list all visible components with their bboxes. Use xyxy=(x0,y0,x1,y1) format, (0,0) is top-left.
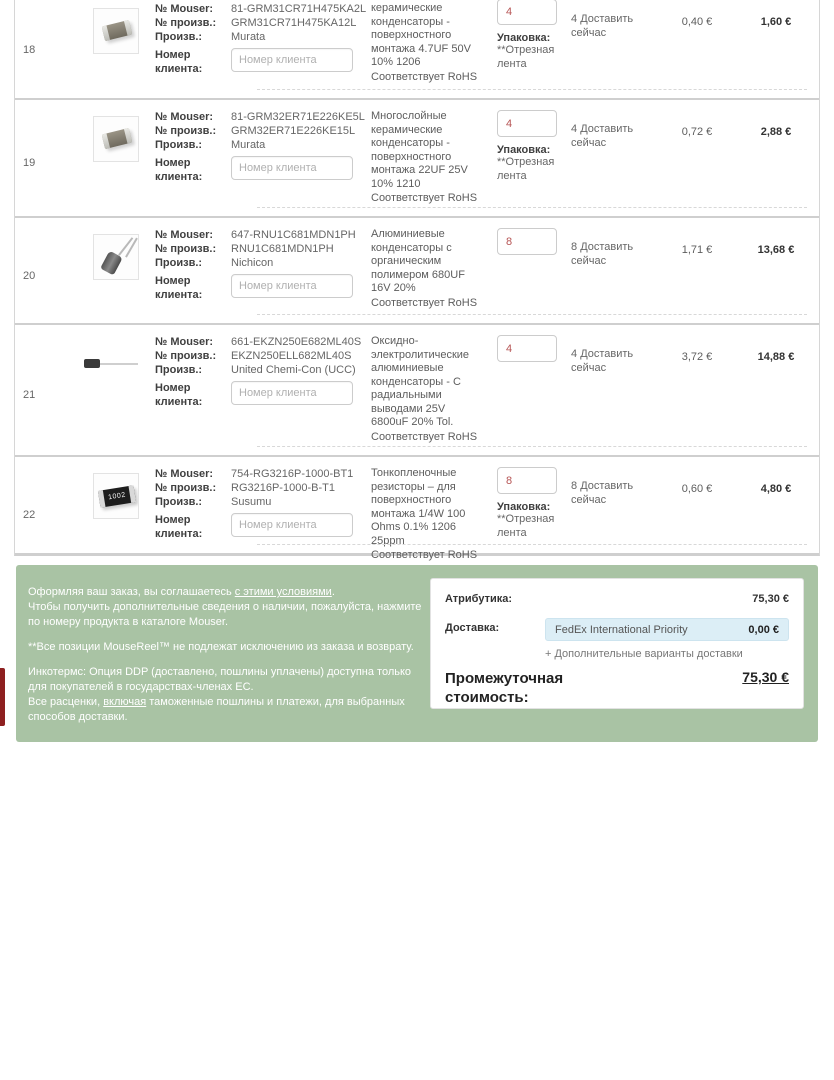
product-photo xyxy=(93,116,139,162)
mouser-part-number: 81-GRM31CR71H475KA2L xyxy=(231,3,367,15)
packaging-label: Упаковка: xyxy=(497,32,551,44)
mfr-part-number: EKZN250ELL682ML40S xyxy=(231,350,352,362)
mfr-part-number: GRM32ER71E226KE15L xyxy=(231,125,356,137)
axial-capacitor-photo xyxy=(84,359,100,368)
terms-conditions-link[interactable]: с этими условиями xyxy=(234,586,332,598)
mouser-no-label: № Mouser: xyxy=(155,229,214,241)
client-no-label: Номер клиента: xyxy=(155,514,203,540)
product-description: Алюминиевые конденсаторы с органическим полимером 680UF 16V 20% Соответствует RoHS xyxy=(371,228,493,323)
manufacturer-name: United Chemi-Con (UCC) xyxy=(231,364,356,376)
unit-price: 0,60 € xyxy=(681,483,713,495)
quantity-input[interactable] xyxy=(497,228,557,255)
terms-text xyxy=(28,585,428,725)
cart-table xyxy=(14,0,820,561)
availability: 4 Доставить сейчас xyxy=(571,348,634,374)
mfr-label: Произв.: xyxy=(155,364,203,376)
manufacturer-name: Susumu xyxy=(231,496,272,508)
row-number: 19 xyxy=(23,157,36,169)
packaging-value: **Отрезная лента xyxy=(497,44,555,70)
cart-row xyxy=(15,0,819,100)
client-no-label: Номер клиента: xyxy=(155,275,203,301)
client-no-label: Номер клиента: xyxy=(155,157,203,183)
mfr-label: Произв.: xyxy=(155,139,203,151)
product-description: Тонкопленочные резисторы – для поверхностного монтажа 1/4W 100 Ohms 0.1% 1206 25ppm Соответствует RoHS xyxy=(371,467,493,563)
row-number: 22 xyxy=(23,508,36,521)
unit-price: 0,40 € xyxy=(681,16,713,28)
packaging-value: **Отрезная лента xyxy=(497,156,555,182)
unit-price: 0,72 € xyxy=(681,126,713,138)
shipping-price: 0,00 € xyxy=(748,623,779,636)
packaging-label: Упаковка: xyxy=(497,144,551,156)
cart-row xyxy=(15,325,819,457)
product-description: керамические конденсаторы - поверхностного монтажа 4.7UF 50V 10% 1206 Соответствует RoHS xyxy=(371,2,493,98)
quantity-input[interactable] xyxy=(497,110,557,137)
extended-price: 4,80 € xyxy=(760,483,792,495)
packaging-value: **Отрезная лента xyxy=(497,513,555,539)
terms-panel xyxy=(16,565,818,742)
unit-price: 1,71 € xyxy=(681,244,713,256)
mfr-no-label: № произв.: xyxy=(155,350,217,362)
terms-line-availability: Чтобы получить дополнительные сведения о наличии, пожалуйста, нажмите по номеру продукта в каталоге Mouser. xyxy=(28,601,422,628)
extended-price: 14,88 € xyxy=(757,351,795,363)
packaging-label: Упаковка: xyxy=(497,501,551,513)
cart-row xyxy=(15,218,819,325)
smd-capacitor-photo xyxy=(102,20,133,41)
order-summary-card xyxy=(430,578,804,709)
manufacturer-name: Murata xyxy=(231,139,266,151)
availability: 8 Доставить сейчас xyxy=(571,241,634,267)
product-description: Оксидно-электролитические алюминиевые конденсаторы - С радиальными выводами 25V 6800uF 20% Tol. Соответствует RoHS xyxy=(371,335,493,455)
mfr-part-number: RNU1C681MDN1PH xyxy=(231,243,334,255)
terms-including-link[interactable]: включая xyxy=(103,696,147,708)
mfr-label: Произв.: xyxy=(155,257,203,269)
mouser-no-label: № Mouser: xyxy=(155,468,214,480)
mfr-label: Произв.: xyxy=(155,31,203,43)
rohs-compliance: Соответствует RoHS xyxy=(371,192,478,204)
terms-line-incoterms: Инкотермс: Опция DDP (доставлено, пошлины уплачены) доступна только для покупателей в государствах-членах ЕС. xyxy=(28,666,412,693)
terms-line-pricing: Все расценки, включая таможенные пошлины и платежи, для выбранных способов доставки. xyxy=(28,696,405,723)
shipping-method-value: FedEx International Priority xyxy=(555,623,688,636)
row-number: 18 xyxy=(23,44,36,56)
product-photo xyxy=(93,473,139,519)
product-photo xyxy=(81,341,141,387)
cart-row xyxy=(15,457,819,561)
mfr-no-label: № произв.: xyxy=(155,482,217,494)
smd-capacitor-photo xyxy=(102,128,133,149)
client-no-label: Номер клиента: xyxy=(155,49,203,75)
feedback-side-tab[interactable] xyxy=(0,668,5,726)
more-shipping-options-link[interactable]: + Дополнительные варианты доставки xyxy=(545,648,743,660)
product-photo xyxy=(93,234,139,280)
subtotal-label: Промежуточная стоимость: xyxy=(445,670,564,706)
row-number: 20 xyxy=(23,269,36,282)
mouser-no-label: № Mouser: xyxy=(155,336,214,348)
rohs-compliance: Соответствует RoHS xyxy=(371,296,478,309)
mfr-part-number: RG3216P-1000-B-T1 xyxy=(231,482,335,494)
mouser-part-number: 754-RG3216P-1000-BT1 xyxy=(231,468,354,480)
availability: 8 Доставить сейчас xyxy=(571,480,634,506)
rohs-compliance: Соответствует RoHS xyxy=(371,430,478,443)
mouser-no-label: № Mouser: xyxy=(155,3,214,15)
quantity-input[interactable] xyxy=(497,335,557,362)
client-part-number-input[interactable] xyxy=(231,513,353,537)
client-part-number-input[interactable] xyxy=(231,381,353,405)
product-photo xyxy=(93,8,139,54)
mouser-no-label: № Mouser: xyxy=(155,111,214,123)
cart-row xyxy=(15,100,819,218)
terms-line-mousereel: **Все позиции MouseReel™ не подлежат исключению из заказа и возврату. xyxy=(28,641,414,653)
subtotal-value-link[interactable]: 75,30 € xyxy=(742,669,789,685)
mfr-no-label: № произв.: xyxy=(155,243,217,255)
mfr-no-label: № произв.: xyxy=(155,125,217,137)
shipping-label: Доставка: xyxy=(445,622,500,634)
shipping-method-selector[interactable] xyxy=(545,618,789,641)
quantity-input[interactable] xyxy=(497,467,557,494)
quantity-input[interactable] xyxy=(497,0,557,25)
availability: 4 Доставить сейчас xyxy=(571,123,634,149)
client-part-number-input[interactable] xyxy=(231,48,353,72)
rohs-compliance: Соответствует RoHS xyxy=(371,549,478,561)
client-part-number-input[interactable] xyxy=(231,156,353,180)
rohs-compliance: Соответствует RoHS xyxy=(371,70,478,83)
client-no-label: Номер клиента: xyxy=(155,382,203,408)
mfr-label: Произв.: xyxy=(155,496,203,508)
manufacturer-name: Murata xyxy=(231,31,266,43)
row-number: 21 xyxy=(23,389,36,401)
client-part-number-input[interactable] xyxy=(231,274,353,298)
extended-price: 1,60 € xyxy=(760,16,792,28)
manufacturer-name: Nichicon xyxy=(231,257,274,269)
mfr-no-label: № произв.: xyxy=(155,17,217,29)
mouser-part-number: 661-EKZN250E682ML40S xyxy=(231,336,362,348)
attributes-label: Атрибутика: xyxy=(445,593,513,605)
resistor-photo: 1002 xyxy=(98,485,136,507)
extended-price: 2,88 € xyxy=(760,126,792,138)
mouser-part-number: 81-GRM32ER71E226KE5L xyxy=(231,111,365,123)
terms-line-order: Оформляя ваш заказ, вы соглашаетесь с этими условиями. xyxy=(28,586,335,598)
mouser-part-number: 647-RNU1C681MDN1PH xyxy=(231,229,356,241)
availability: 4 Доставить сейчас xyxy=(571,13,634,39)
unit-price: 3,72 € xyxy=(681,351,713,363)
attributes-value: 75,30 € xyxy=(752,593,789,605)
extended-price: 13,68 € xyxy=(757,244,795,256)
mfr-part-number: GRM31CR71H475KA12L xyxy=(231,17,357,29)
product-description: Многослойные керамические конденсаторы - поверхностного монтажа 22UF 25V 10% 1210 Соответствует RoHS xyxy=(371,110,493,216)
